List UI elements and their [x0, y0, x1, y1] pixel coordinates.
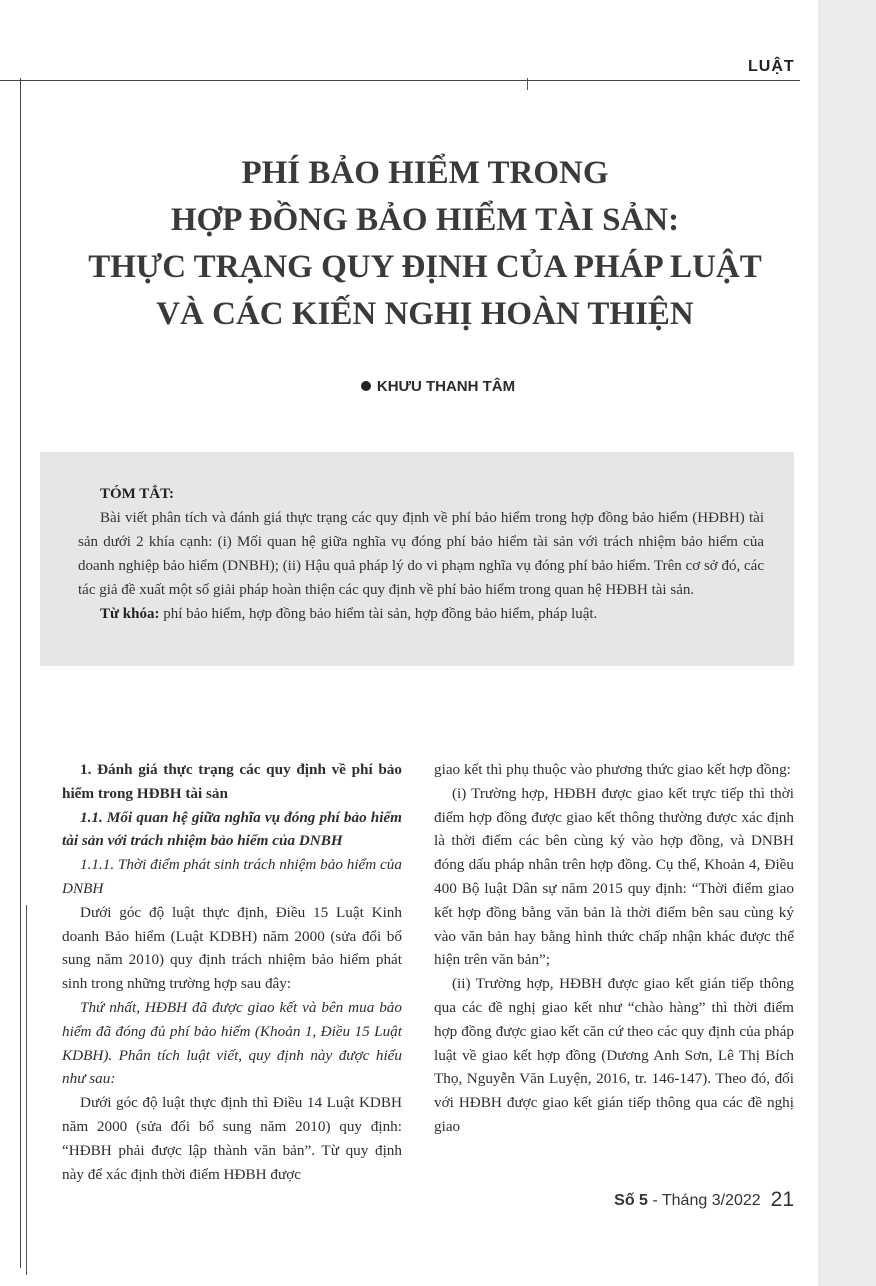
- abstract-body: Bài viết phân tích và đánh giá thực trạng các quy định về phí bảo hiểm trong hợp đồng bảo hiểm (HĐBH) tài sản dưới 2 khía cạnh: (i) Mối quan hệ giữa nghĩa vụ đóng phí bảo hiểm tài sản với trách nhiệm bảo hiểm của doanh nghiệp bảo hiểm (DNBH); (ii) Hậu quả pháp lý do vi phạm nghĩa vụ đóng phí bảo hiểm. Trên cơ sở đó, các tác giả đề xuất một số giải pháp hoàn thiện các quy định về phí bảo hiểm trong quan hệ HĐBH tài sản.: [78, 510, 764, 598]
- author-name: KHƯU THANH TÂM: [376, 378, 516, 395]
- paragraph: (ii) Trường hợp, HĐBH được giao kết gián tiếp thông qua các đề nghị giao kết như “chào hàng” thì thời điểm hợp đồng được giao kết căn cứ theo các quy định của pháp luật về giao kết hợp đồng (Dương Anh Sơn, Lê Thị Bích Thọ, Nguyễn Văn Luyện, 2016, tr. 146-147). Theo đó, đối với HĐBH được giao kết gián tiếp thông qua các đề nghị giao: [434, 975, 794, 1135]
- abstract-box: [40, 452, 794, 666]
- paragraph: Dưới góc độ luật thực định, Điều 15 Luật Kinh doanh Bảo hiểm (Luật KDBH) năm 2000 (sửa đổi bổ sung năm 2010) quy định trách nhiệm bảo hiểm phát sinh trong những trường hợp sau đây:: [62, 903, 402, 993]
- paragraph: (i) Trường hợp, HĐBH được giao kết trực tiếp thì thời điểm hợp đồng được giao kết thông thường được xác định là thời điểm các bên cùng ký vào hợp đồng, và DNBH đóng dấu pháp nhân trên hợp đồng. Cụ thể, Khoản 4, Điều 400 Bộ luật Dân sự năm 2015 quy định: “Thời điểm giao kết hợp đồng bằng văn bản là thời điểm bên sau cùng ký vào văn bản hay bằng hình thức chấp nhận khác được thể hiện trên văn bản”;: [434, 784, 794, 969]
- header-rule: [0, 80, 800, 81]
- issue-number: Số 5: [614, 1192, 648, 1209]
- title-line: HỢP ĐỒNG BẢO HIỂM TÀI SẢN:: [170, 202, 680, 238]
- keywords-label: Từ khóa:: [100, 606, 160, 622]
- issue-date: - Tháng 3/2022: [647, 1192, 761, 1209]
- keywords: [78, 602, 764, 626]
- bullet-icon: [361, 381, 371, 391]
- title-line: VÀ CÁC KIẾN NGHỊ HOÀN THIỆN: [156, 296, 694, 332]
- left-margin-rule-inner: [26, 905, 27, 1275]
- page-number: 21: [770, 1188, 794, 1211]
- paragraph-italic: Thứ nhất, HĐBH đã được giao kết và bên mua bảo hiểm đã đóng đủ phí bảo hiểm (Khoản 1, Điều 15 Luật KDBH). Phân tích luật viết, quy định này được hiểu như sau:: [62, 998, 402, 1088]
- left-column: [62, 758, 402, 1186]
- subsection-heading: 1.1. Mối quan hệ giữa nghĩa vụ đóng phí bảo hiểm tài sản với trách nhiệm bảo hiểm của DNBH: [62, 808, 402, 850]
- keywords-text: phí bảo hiểm, hợp đồng bảo hiểm tài sản, hợp đồng bảo hiểm, pháp luật.: [159, 606, 598, 622]
- page-footer: [560, 1188, 794, 1212]
- subsubsection-heading: 1.1.1. Thời điểm phát sinh trách nhiệm bảo hiểm của DNBH: [62, 856, 402, 897]
- right-column: [434, 758, 794, 1139]
- abstract-content: [78, 482, 764, 626]
- section-label: LUẬT: [748, 58, 795, 75]
- paragraph: Dưới góc độ luật thực định thì Điều 14 Luật KDBH năm 2000 (sửa đổi bổ sung năm 2010) quy định: “HĐBH phải được lập thành văn bản”. Từ quy định này để xác định thời điểm HĐBH được: [62, 1094, 402, 1183]
- author-byline: [200, 378, 676, 395]
- article-title: [60, 150, 790, 338]
- title-line: THỰC TRẠNG QUY ĐỊNH CỦA PHÁP LUẬT: [88, 249, 762, 285]
- left-margin-rule: [20, 78, 21, 1268]
- title-line: PHÍ BẢO HIỂM TRONG: [241, 155, 609, 191]
- abstract-heading: TÓM TẮT:: [100, 486, 175, 502]
- header-rule-tick: [527, 78, 528, 90]
- paragraph: giao kết thì phụ thuộc vào phương thức giao kết hợp đồng:: [434, 761, 791, 778]
- section-heading: 1. Đánh giá thực trạng các quy định về phí bảo hiểm trong HĐBH tài sản: [62, 761, 402, 802]
- page-edge-band: [818, 0, 876, 1286]
